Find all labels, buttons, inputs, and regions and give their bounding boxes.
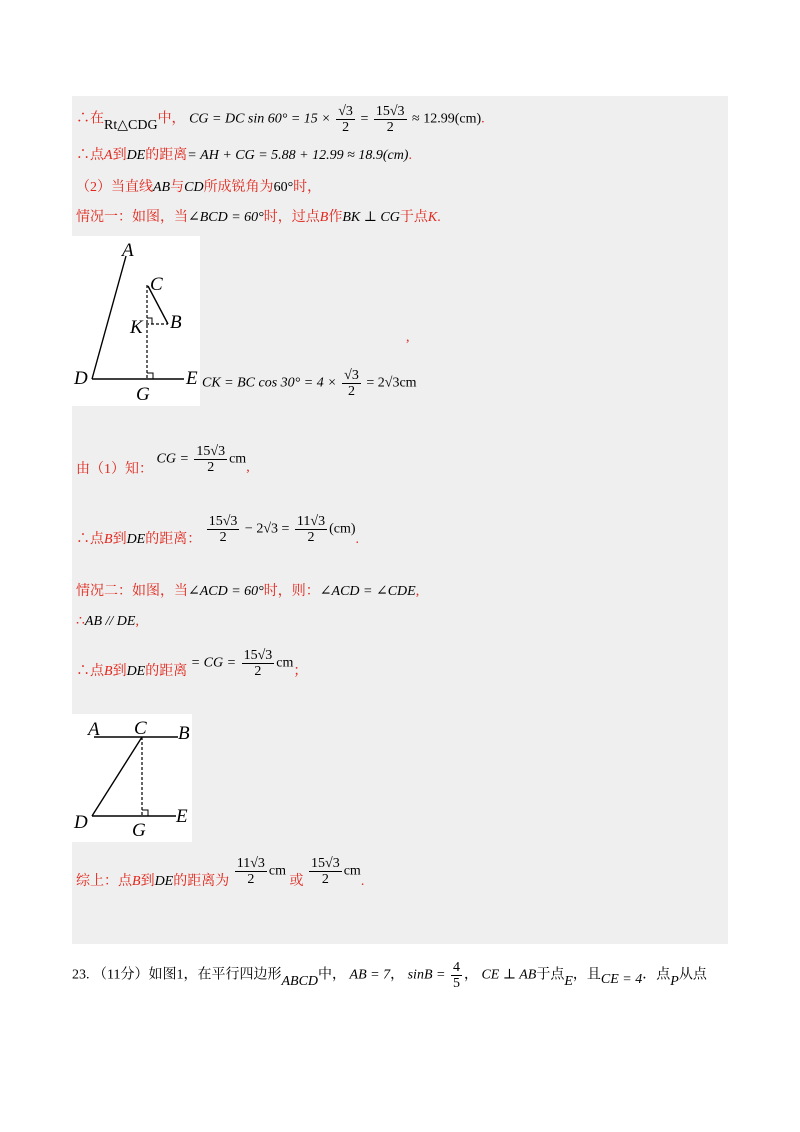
figure-case2 bbox=[72, 714, 192, 842]
line-distance-a: ∴点A到DE的距离= AH + CG = 5.88 + 12.99 ≈ 18.9(cm). bbox=[76, 148, 412, 163]
label-c: C bbox=[134, 718, 147, 739]
label-a: A bbox=[88, 719, 100, 740]
line-cg-calc: ∴在Rt△CDG中， CG = DC sin 60° = 15 × $\frac{√3}{2}$ = $\frac{15√3}{2}$ ≈ 12.99(cm). bbox=[76, 104, 485, 135]
label-g: G bbox=[136, 384, 150, 405]
label-b: B bbox=[170, 312, 182, 333]
line-case1: 情况一：如图，当∠BCD = 60°时，过点B作BK ⊥ CG于点K. bbox=[76, 210, 441, 225]
question-23: 23. （11分）如图1，在平行四边形ABCD中， AB = 7， sinB = $\frac{4}{5}$ ， CE ⊥ AB于点E，且CE = 4．点P从点 bbox=[72, 960, 707, 991]
label-e: E bbox=[186, 368, 198, 389]
line-part2-intro: （2）当直线AB与CD所成锐角为60°时， bbox=[76, 180, 322, 195]
label-d: D bbox=[74, 368, 88, 389]
figure-case1 bbox=[72, 236, 200, 406]
stray-comma: , bbox=[406, 330, 410, 345]
label-g: G bbox=[132, 820, 146, 841]
line-distance-b-case2: ∴点B到DE的距离 = CG = $\frac{15√3}{2}$ cm； bbox=[76, 648, 308, 679]
line-from-part1: 由（1）知： CG = $\frac{15√3}{2}$ cm, bbox=[76, 444, 250, 477]
label-b: B bbox=[178, 723, 190, 744]
label-k: K bbox=[130, 317, 143, 338]
line-ck-calc: CK = BC cos 30° = 4 × $\frac{√3}{2}$ = 2√3cm bbox=[202, 368, 417, 399]
line-case2: 情况二：如图，当∠ACD = 60°时，则：∠ACD = ∠CDE, bbox=[76, 584, 420, 599]
label-a: A bbox=[122, 240, 134, 261]
line-conclusion: 综上：点B到DE的距离为 $\frac{11√3}{2}$ cm 或 $\frac{15√3}{2}$ cm. bbox=[76, 856, 365, 889]
label-c: C bbox=[150, 274, 163, 295]
line-parallel: ∴AB // DE, bbox=[76, 614, 139, 629]
line-distance-b-case1: ∴点B到DE的距离： $\frac{15√3}{2}$ − 2√3 = $\frac{11√3}{2}$ (cm). bbox=[76, 514, 360, 547]
label-d: D bbox=[74, 812, 88, 833]
label-e: E bbox=[176, 806, 188, 827]
